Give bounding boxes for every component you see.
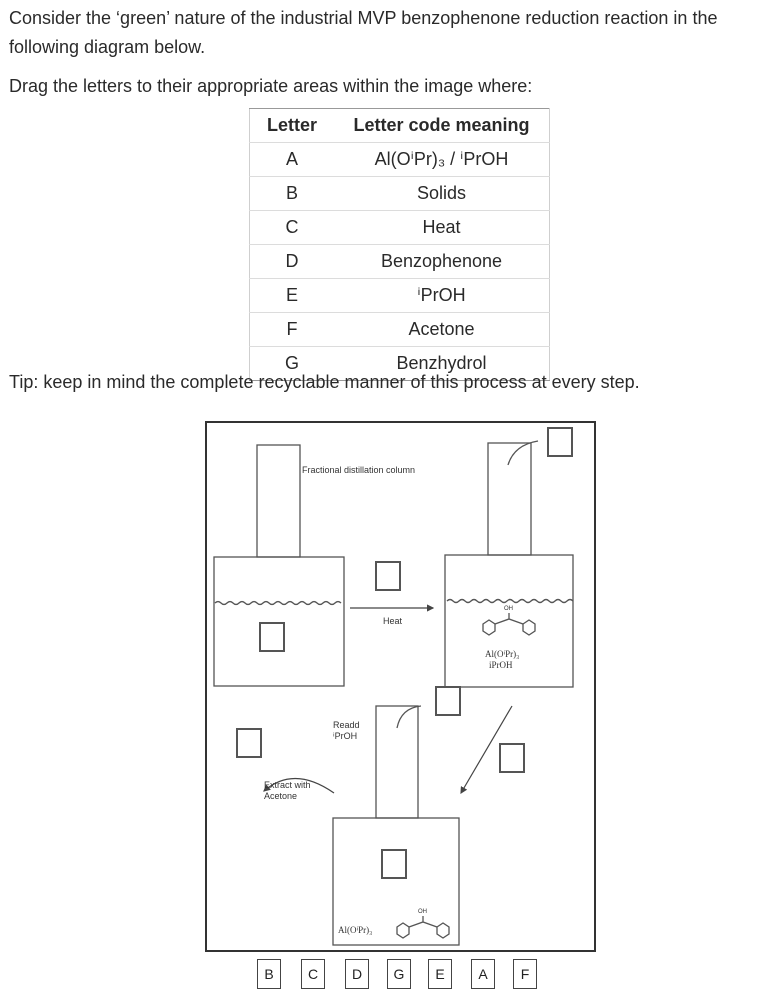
right-oh-label: OH: [504, 606, 513, 612]
right-benzene-ring-2: [523, 620, 535, 635]
row-meaning: Al(OⁱPr)₃ / ⁱPrOH: [334, 143, 550, 177]
letter-tile-d[interactable]: D: [345, 959, 369, 989]
row-letter: F: [250, 313, 335, 347]
table-row: [250, 279, 550, 313]
row-meaning: Acetone: [334, 313, 550, 347]
drop-zone-bottom-vessel[interactable]: [381, 849, 407, 879]
row-letter: G: [250, 347, 335, 381]
header-meaning: Letter code meaning: [334, 109, 550, 143]
letter-tile-c[interactable]: C: [301, 959, 325, 989]
readd-proh-label: Readd ⁱPrOH: [333, 720, 360, 741]
bottom-oh-label: OH: [418, 909, 427, 915]
question-text: Consider the ‘green’ nature of the industrial MVP benzophenone reduction reaction in the following diagram below.: [9, 8, 718, 57]
fractional-column-label: Fractional distillation column: [302, 465, 416, 475]
bottom-benzene-ring-2: [437, 923, 449, 938]
row-meaning: Benzophenone: [334, 245, 550, 279]
drop-zone-left-lower[interactable]: [236, 728, 262, 758]
table-row: [250, 143, 550, 177]
tip-text: Tip: keep in mind the complete recyclable manner of this process at every step.: [9, 372, 640, 392]
table-row: [250, 313, 550, 347]
process-diagram: [205, 421, 596, 952]
letter-tile-e[interactable]: E: [428, 959, 452, 989]
right-benzene-ring-1: [483, 620, 495, 635]
instruction-text: Drag the letters to their appropriate areas within the image where:: [9, 76, 533, 96]
letter-code-table: [249, 108, 550, 381]
bottom-benzene-ring-1: [397, 923, 409, 938]
right-proh-label: iPrOH: [489, 660, 513, 670]
row-meaning: Heat: [334, 211, 550, 245]
heat-label: Heat: [383, 616, 403, 626]
table-row: [250, 211, 550, 245]
bottom-alo-label: Al(OⁱPr)₃: [338, 925, 373, 935]
letter-tile-g[interactable]: G: [387, 959, 411, 989]
left-distillation-column: [257, 445, 300, 557]
table-row: [250, 245, 550, 279]
letter-tile-f[interactable]: F: [513, 959, 537, 989]
extract-acetone-label: Extract with Acetone: [264, 780, 311, 801]
row-letter: C: [250, 211, 335, 245]
drop-zone-left-vessel[interactable]: [259, 622, 285, 652]
drop-zone-right-lower[interactable]: [499, 743, 525, 773]
drop-zone-right-top[interactable]: [547, 427, 573, 457]
right-alo-label: Al(OⁱPr)₃: [485, 649, 520, 659]
bottom-distillation-column: [376, 706, 418, 818]
left-liquid-surface: [215, 602, 341, 605]
letter-tile-a[interactable]: A: [471, 959, 495, 989]
row-meaning: Benzhydrol: [334, 347, 550, 381]
right-liquid-surface: [447, 600, 573, 603]
header-letter: Letter: [250, 109, 335, 143]
drop-zone-middle-right[interactable]: [435, 686, 461, 716]
table-row: [250, 177, 550, 211]
row-letter: A: [250, 143, 335, 177]
row-letter: D: [250, 245, 335, 279]
drop-zone-top-center[interactable]: [375, 561, 401, 591]
table-header-row: [250, 109, 550, 143]
row-letter: B: [250, 177, 335, 211]
row-meaning: ⁱPrOH: [334, 279, 550, 313]
row-meaning: Solids: [334, 177, 550, 211]
right-vapor-curve: [508, 441, 538, 465]
letter-tile-b[interactable]: B: [257, 959, 281, 989]
row-letter: E: [250, 279, 335, 313]
